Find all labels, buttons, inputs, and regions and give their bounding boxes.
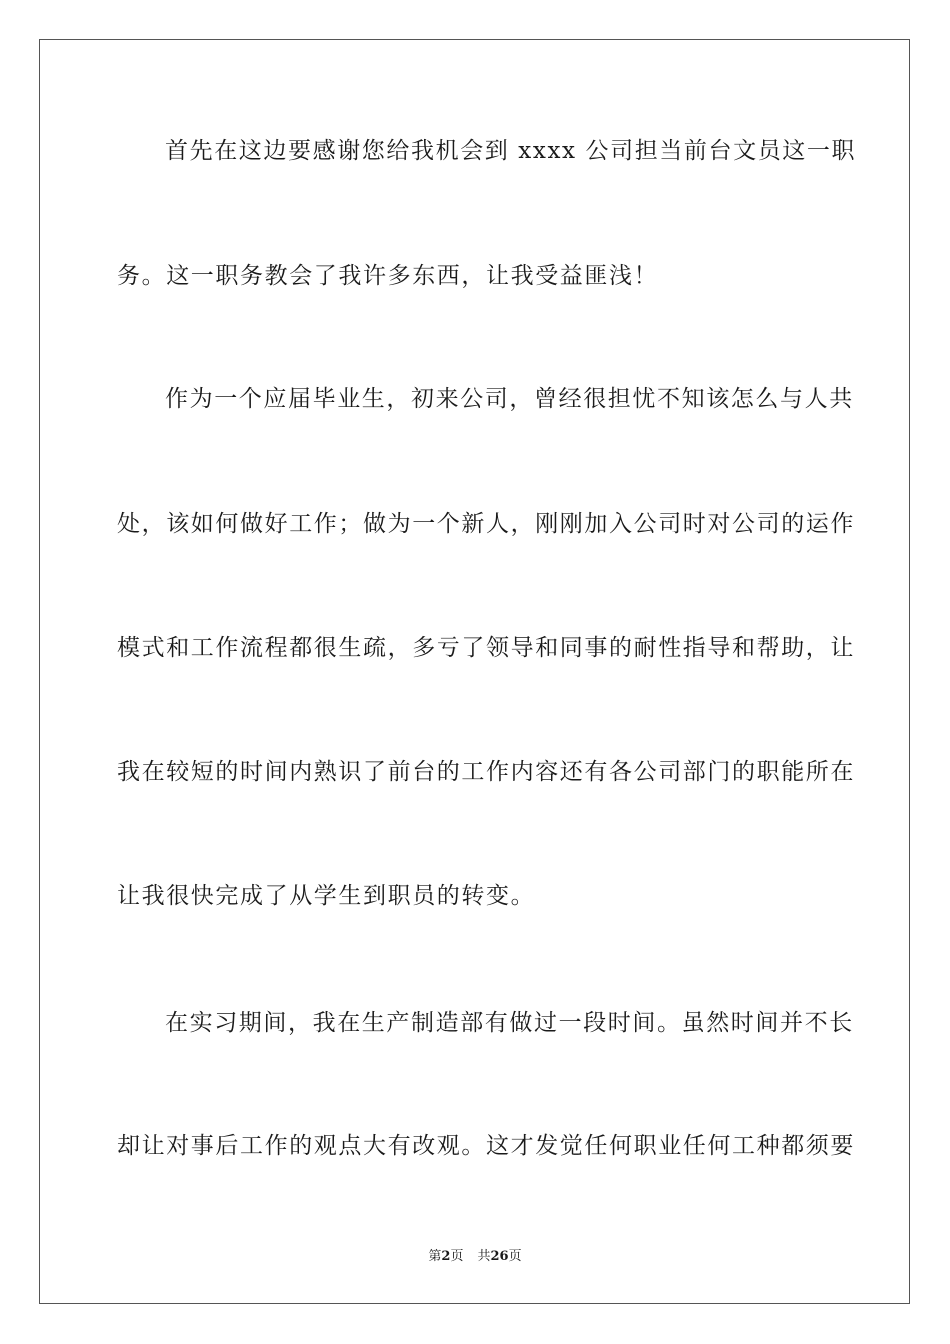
paragraph-1-line-2: 务。这一职务教会了我许多东西，让我受益匪浅！	[117, 263, 659, 289]
page-border	[39, 39, 910, 1304]
paragraph-2-line-4: 我在较短的时间内熟识了前台的工作内容还有各公司部门的职能所在	[117, 759, 855, 785]
footer-total-suffix: 页	[508, 1249, 522, 1264]
paragraph-2-line-5: 让我很快完成了从学生到职员的转变。	[117, 883, 536, 909]
paragraph-2-line-1: 作为一个应届毕业生，初来公司，曾经很担忧不知该怎么与人共	[165, 386, 854, 412]
paragraph-3-line-1: 在实习期间，我在生产制造部有做过一段时间。虽然时间并不长	[165, 1010, 854, 1036]
paragraph-2-line-3: 模式和工作流程都很生疏，多亏了领导和同事的耐性指导和帮助，让	[117, 635, 855, 661]
footer-total-pages: 26	[490, 1249, 509, 1264]
paragraph-3-line-2: 却让对事后工作的观点大有改观。这才发觉任何职业任何工种都须要	[117, 1133, 855, 1159]
paragraph-1-line-1: 首先在这边要感谢您给我机会到 xxxx 公司担当前台文员这一职	[165, 138, 857, 164]
footer-total-prefix: 共	[477, 1249, 491, 1264]
footer-page-prefix: 第	[428, 1249, 442, 1264]
footer-page-number: 2	[441, 1249, 451, 1264]
page-footer	[0, 1248, 950, 1266]
footer-page-suffix: 页	[450, 1249, 464, 1264]
paragraph-2-line-2: 处，该如何做好工作；做为一个新人，刚刚加入公司时对公司的运作	[117, 511, 855, 537]
